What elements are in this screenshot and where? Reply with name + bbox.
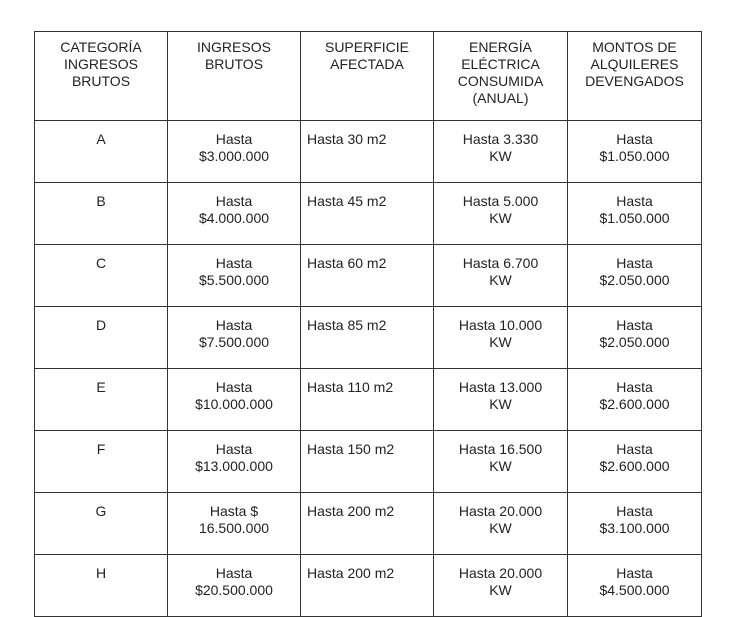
cell-rent: Hasta $2.050.000 xyxy=(568,245,702,307)
cell-area: Hasta 60 m2 xyxy=(301,245,434,307)
header-category: CATEGORÍA INGRESOS BRUTOS xyxy=(35,32,168,121)
cell-area: Hasta 30 m2 xyxy=(301,121,434,183)
table-row xyxy=(35,121,702,183)
cell-gross-income: Hasta $4.000.000 xyxy=(168,183,301,245)
header-rent: MONTOS DE ALQUILERES DEVENGADOS xyxy=(568,32,702,121)
cell-gross-income: Hasta $20.500.000 xyxy=(168,555,301,617)
cell-energy: Hasta 16.500 KW xyxy=(434,431,568,493)
cell-area: Hasta 200 m2 xyxy=(301,493,434,555)
cell-energy: Hasta 20.000 KW xyxy=(434,493,568,555)
categories-table xyxy=(34,31,702,617)
cell-rent: Hasta $2.600.000 xyxy=(568,369,702,431)
cell-gross-income: Hasta $5.500.000 xyxy=(168,245,301,307)
cell-energy: Hasta 20.000 KW xyxy=(434,555,568,617)
cell-rent: Hasta $4.500.000 xyxy=(568,555,702,617)
table-row xyxy=(35,307,702,369)
cell-gross-income: Hasta $7.500.000 xyxy=(168,307,301,369)
header-area: SUPERFICIE AFECTADA xyxy=(301,32,434,121)
table-row xyxy=(35,183,702,245)
cell-area: Hasta 200 m2 xyxy=(301,555,434,617)
header-energy: ENERGÍA ELÉCTRICA CONSUMIDA (ANUAL) xyxy=(434,32,568,121)
cell-energy: Hasta 3.330 KW xyxy=(434,121,568,183)
table-row xyxy=(35,431,702,493)
cell-area: Hasta 110 m2 xyxy=(301,369,434,431)
cell-energy: Hasta 6.700 KW xyxy=(434,245,568,307)
cell-area: Hasta 85 m2 xyxy=(301,307,434,369)
table-row xyxy=(35,369,702,431)
cell-energy: Hasta 13.000 KW xyxy=(434,369,568,431)
cell-energy: Hasta 5.000 KW xyxy=(434,183,568,245)
cell-category: F xyxy=(35,431,168,493)
cell-gross-income: Hasta $ 16.500.000 xyxy=(168,493,301,555)
cell-gross-income: Hasta $3.000.000 xyxy=(168,121,301,183)
cell-area: Hasta 45 m2 xyxy=(301,183,434,245)
table-row xyxy=(35,555,702,617)
cell-category: G xyxy=(35,493,168,555)
cell-category: H xyxy=(35,555,168,617)
cell-category: D xyxy=(35,307,168,369)
cell-category: E xyxy=(35,369,168,431)
cell-rent: Hasta $1.050.000 xyxy=(568,121,702,183)
table-body xyxy=(35,121,702,617)
cell-category: A xyxy=(35,121,168,183)
cell-category: C xyxy=(35,245,168,307)
cell-area: Hasta 150 m2 xyxy=(301,431,434,493)
cell-rent: Hasta $1.050.000 xyxy=(568,183,702,245)
header-row xyxy=(35,32,702,121)
cell-gross-income: Hasta $10.000.000 xyxy=(168,369,301,431)
header-gross-income: INGRESOS BRUTOS xyxy=(168,32,301,121)
cell-gross-income: Hasta $13.000.000 xyxy=(168,431,301,493)
table-row xyxy=(35,493,702,555)
table-header xyxy=(35,32,702,121)
table-row xyxy=(35,245,702,307)
cell-rent: Hasta $2.050.000 xyxy=(568,307,702,369)
cell-rent: Hasta $3.100.000 xyxy=(568,493,702,555)
cell-rent: Hasta $2.600.000 xyxy=(568,431,702,493)
cell-energy: Hasta 10.000 KW xyxy=(434,307,568,369)
cell-category: B xyxy=(35,183,168,245)
